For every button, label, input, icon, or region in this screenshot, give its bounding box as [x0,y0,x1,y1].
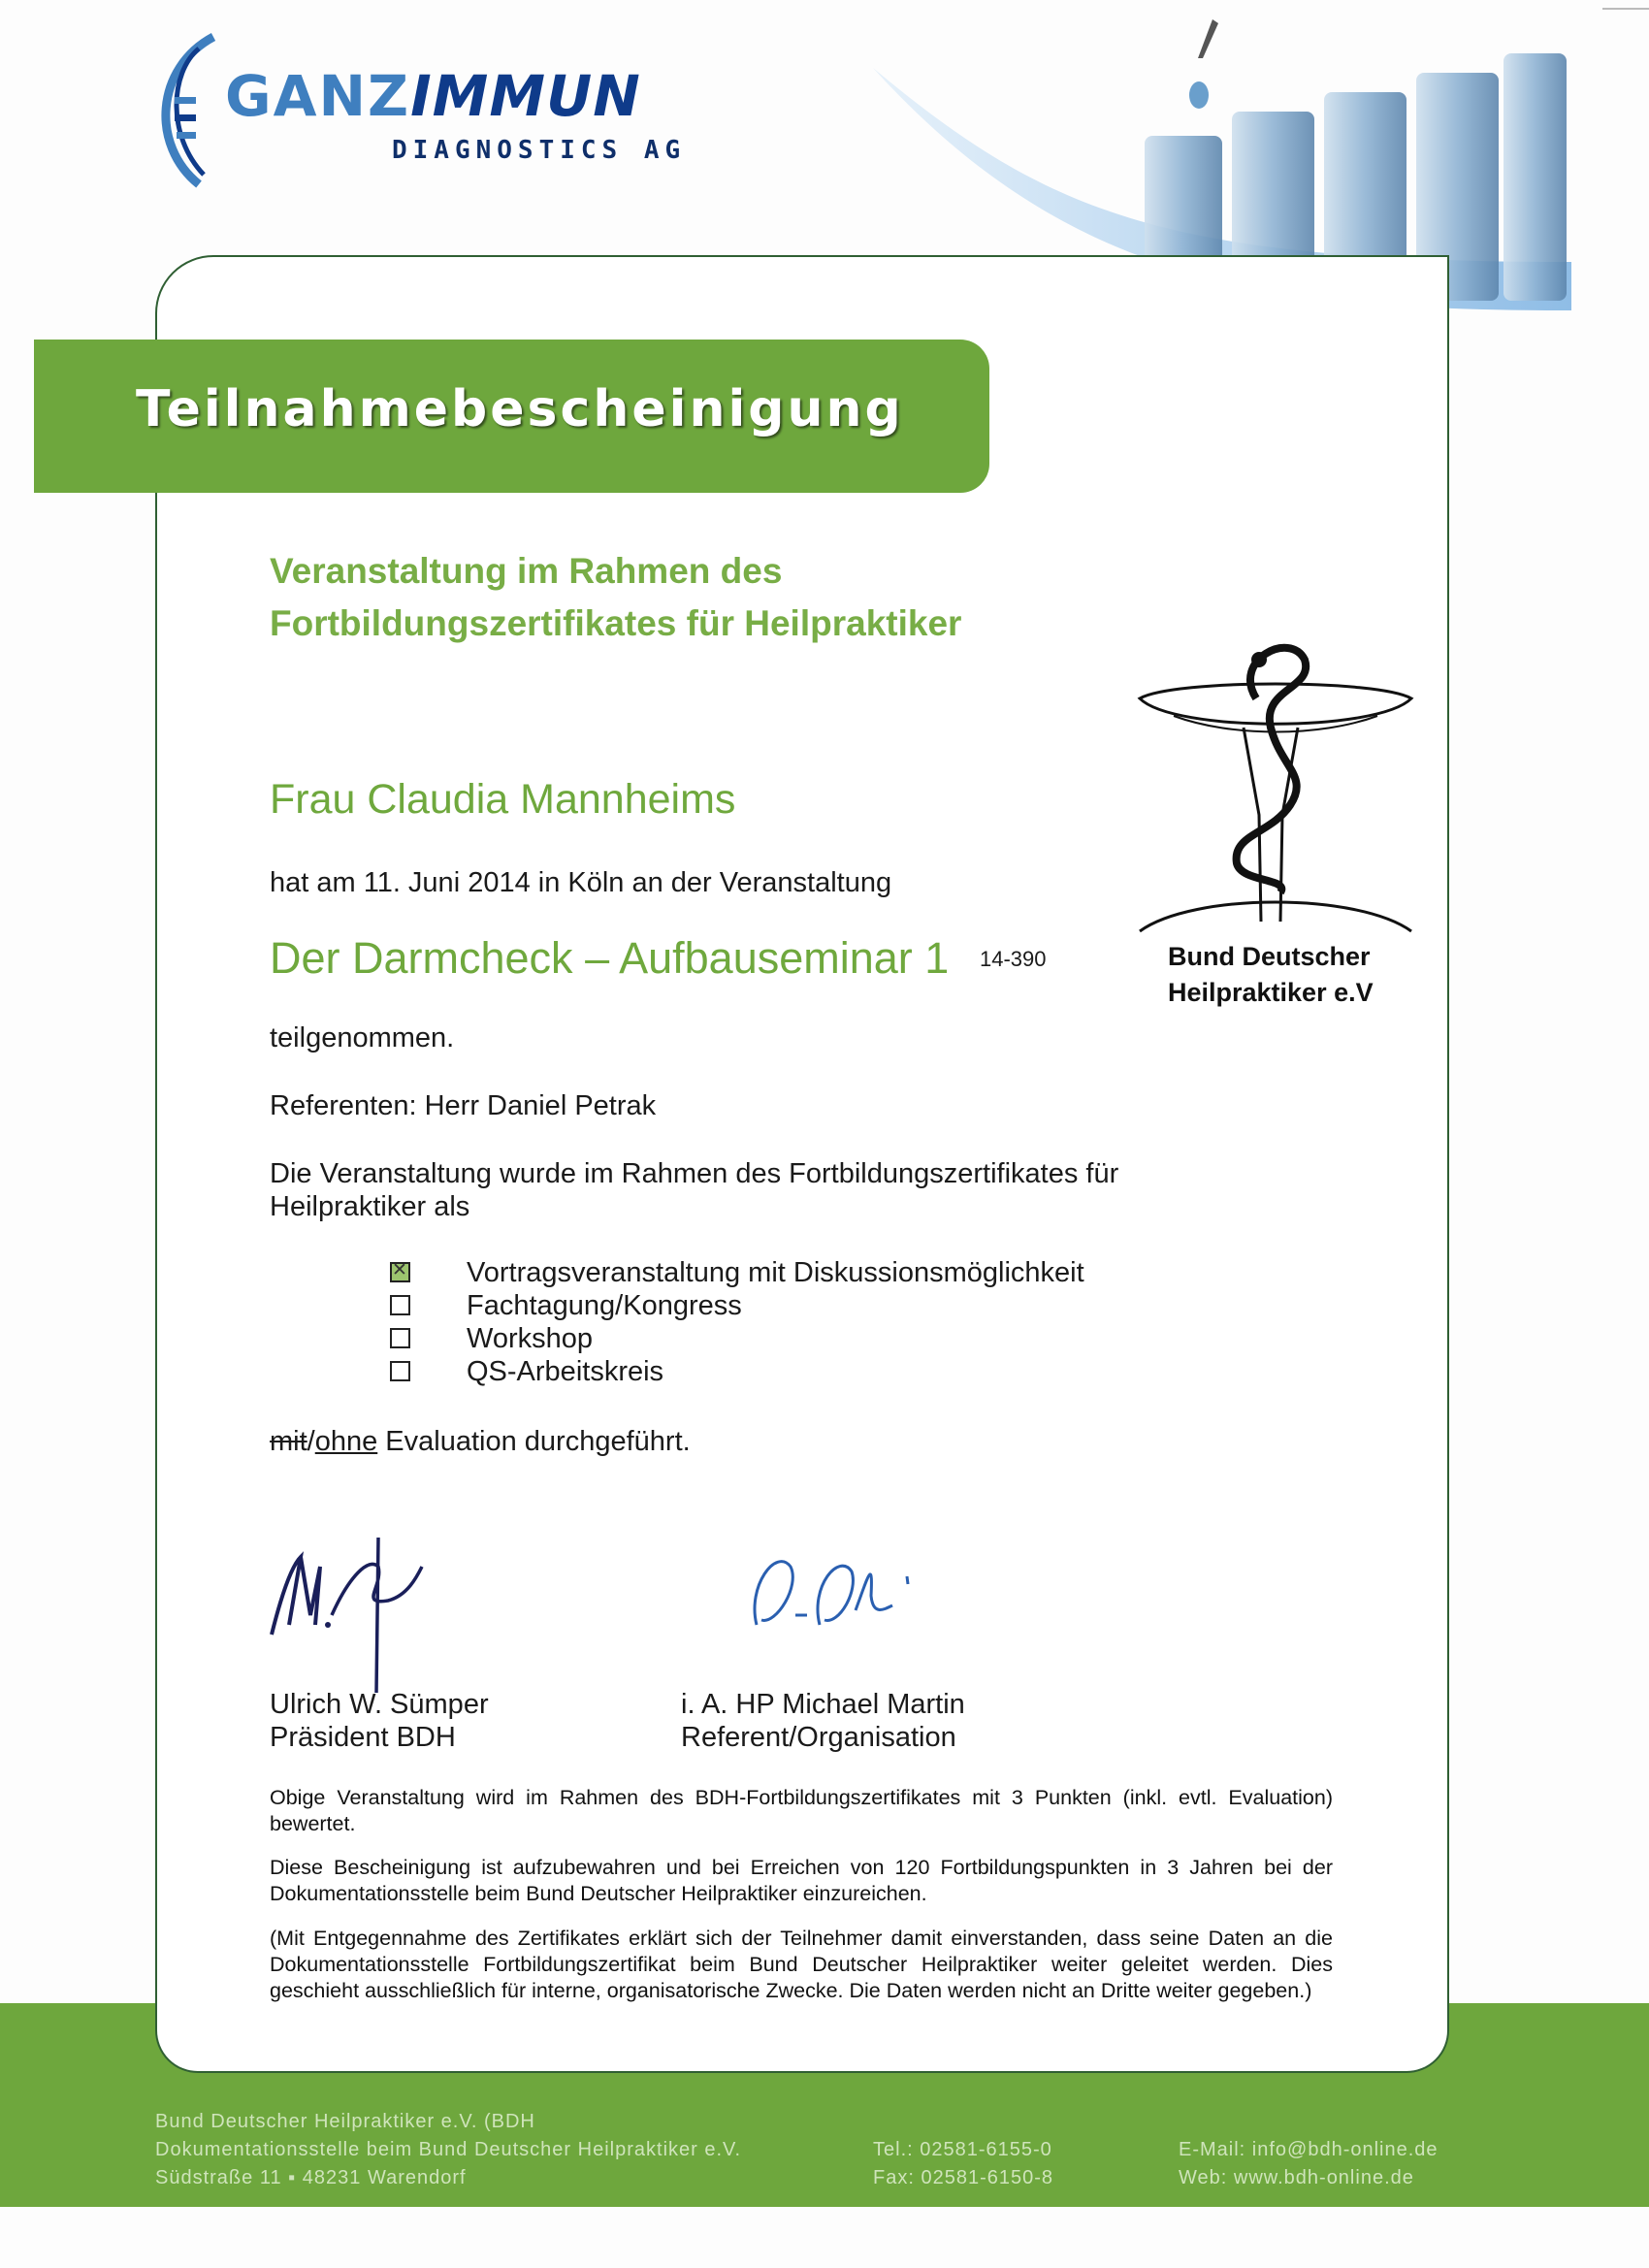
subtitle-line-2: Fortbildungszertifikates für Heilpraktiker [270,603,962,643]
classification-text [270,1157,1118,1223]
signatory-name: i. A. HP Michael Martin [681,1689,965,1720]
scan-edge-line [1602,8,1649,10]
footer-email: E-Mail: info@bdh-online.de [1179,2139,1439,2160]
option-row [390,1290,742,1322]
signature-organisation [737,1538,931,1654]
footer-tel: Tel.: 02581-6155-0 [873,2139,1052,2160]
dna-helix-icon [146,29,233,194]
note-points: Obige Veranstaltung wird im Rahmen des BDH-Fortbildungszertifikates mit 3 Punkten (inkl. evtl. Evaluation) bewertet. [270,1786,1333,1835]
page-title: Teilnahmebescheinigung [136,380,904,438]
logo-subtitle: DIAGNOSTICS AG [392,136,687,165]
signatory-name: Ulrich W. Sümper [270,1689,489,1720]
note-submission: Diese Bescheinigung ist aufzubewahren und bei Erreichen von 120 Fortbildungspunkten in 3 Jahren bei der Dokumentationsstelle beim Bund Deutscher Heilpraktiker einzureichen. [270,1856,1333,1905]
option-label: Fachtagung/Kongress [467,1290,742,1321]
evaluation-underlined: ohne [314,1426,378,1457]
option-label: Workshop [467,1323,594,1354]
footer-address-line-2: Dokumentationsstelle beim Bund Deutscher Heilpraktiker e.V. [155,2139,742,2160]
footer-fax: Fax: 02581-6150-8 [873,2167,1054,2188]
subtitle-line-1: Veranstaltung im Rahmen des [270,551,783,591]
option-row [390,1257,1084,1289]
footer-contact [1179,2136,1439,2192]
option-label: Vortragsveranstaltung mit Diskussionsmöglichkeit [467,1257,1084,1288]
participant-name: Frau Claudia Mannheims [270,776,736,823]
signatory-role: Referent/Organisation [681,1722,956,1753]
option-label: QS-Arbeitskreis [467,1356,664,1387]
classification-line-1: Die Veranstaltung wurde im Rahmen des Fortbildungszertifikates für [270,1158,1119,1189]
attendance-line: hat am 11. Juni 2014 in Köln an der Veranstaltung [270,867,892,898]
logo-text-immun: IMMUN [410,63,641,129]
footer-address [155,2108,741,2192]
speakers-line: Referenten: Herr Daniel Petrak [270,1090,657,1121]
bdh-logo-label [1168,939,1374,1011]
company-logo [225,63,641,129]
checkbox-checked [390,1262,410,1282]
certificate-subtitle [270,545,961,650]
option-row [390,1323,593,1355]
checkbox-unchecked [390,1361,410,1381]
checkbox-unchecked [390,1328,410,1348]
signatory-organisation [681,1688,965,1754]
checkbox-unchecked [390,1295,410,1315]
option-row [390,1356,663,1388]
note-privacy: (Mit Entgegennahme des Zertifikates erklärt sich der Teilnehmer damit einverstanden, dass seine Daten an die Dokumentationsstelle Fortbildungszertifikat beim Bund Deutscher Heilpraktiker weiter geleitet werden. Dies geschieht ausschließlich für interne, organisatorische Zwecke. Die Daten werden nicht an Dritte weiter gegeben.) [270,1927,1333,2002]
evaluation-struck: mit [270,1426,307,1457]
seminar-code: 14-390 [980,947,1047,971]
classification-line-2: Heilpraktiker als [270,1191,470,1222]
evaluation-line [270,1426,691,1458]
signatory-president [270,1688,489,1754]
bdh-label-line-1: Bund Deutscher [1168,942,1371,971]
footer-phone [873,2136,1053,2192]
signatory-role: Präsident BDH [270,1722,456,1753]
footer-web: Web: www.bdh-online.de [1179,2167,1414,2188]
seminar-title: Der Darmcheck – Aufbauseminar 1 [270,933,950,983]
logo-text-ganz: GANZ [225,63,411,129]
participated-text: teilgenommen. [270,1022,455,1053]
evaluation-slash: / [307,1426,315,1457]
signature-president [262,1518,456,1693]
footer-address-line-3: Südstraße 11 ▪ 48231 Warendorf [155,2167,467,2188]
footer-address-line-1: Bund Deutscher Heilpraktiker e.V. (BDH [155,2111,535,2132]
aesculapian-snake-bowl-logo [1135,621,1416,941]
evaluation-rest: Evaluation durchgeführt. [377,1426,691,1457]
bdh-label-line-2: Heilpraktiker e.V [1168,978,1374,1007]
